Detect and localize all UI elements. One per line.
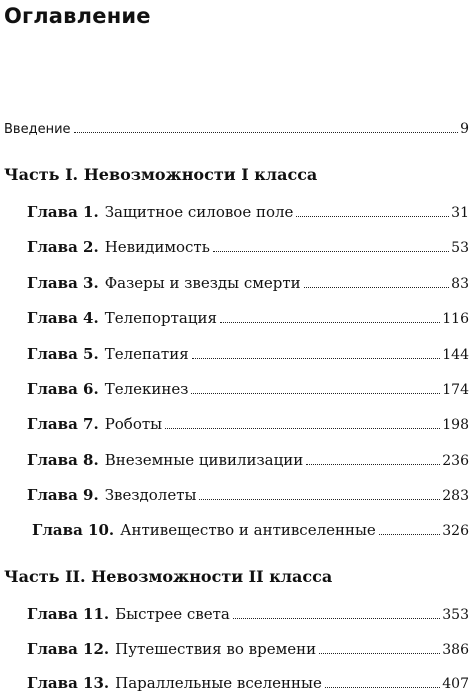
dot-leader <box>325 687 440 688</box>
chapter-label: Глава 10. <box>32 521 115 539</box>
chapter-label: Глава 8. <box>27 451 99 469</box>
chapter-label: Глава 11. <box>27 605 110 623</box>
chapter-title: Защитное силовое поле <box>104 203 294 221</box>
toc-page-number: 198 <box>442 417 469 433</box>
toc-page-number: 283 <box>442 488 469 504</box>
dot-leader <box>199 499 440 500</box>
toc-entry-chapter-8[interactable] <box>27 450 469 471</box>
toc-page-number: 353 <box>442 607 469 623</box>
toc-entry-chapter-6[interactable] <box>27 379 469 400</box>
toc-page-number: 174 <box>442 382 469 398</box>
toc-page-number: 407 <box>442 676 469 692</box>
dot-leader <box>191 393 440 394</box>
chapter-title: Внеземные цивилизации <box>104 451 304 469</box>
toc-entry-chapter-2[interactable] <box>27 237 469 258</box>
toc-entry-chapter-9[interactable] <box>27 485 469 506</box>
dot-leader <box>192 358 441 359</box>
chapter-title: Антивещество и антивселенные <box>120 521 376 539</box>
dot-leader <box>379 534 440 535</box>
toc-entry-chapter-4[interactable] <box>27 308 469 329</box>
toc-page-number: 53 <box>451 240 469 256</box>
chapter-title: Телекинез <box>104 380 189 398</box>
toc-entry-chapter-11[interactable] <box>27 604 469 625</box>
toc-entry-chapter-3[interactable] <box>27 273 469 294</box>
chapter-label: Глава 4. <box>27 309 99 327</box>
toc-page-number: 83 <box>451 276 469 292</box>
chapter-title: Звездолеты <box>104 486 197 504</box>
chapter-title: Путешествия во времени <box>115 640 317 658</box>
chapter-title: Фазеры и звезды смерти <box>104 274 301 292</box>
chapter-title: Параллельные вселенные <box>115 674 322 692</box>
toc-page-number: 144 <box>442 347 469 363</box>
chapter-title: Телепортация <box>104 309 217 327</box>
chapter-label: Глава 2. <box>27 238 99 256</box>
toc-page-number: 31 <box>451 205 469 221</box>
chapter-label: Глава 3. <box>27 274 99 292</box>
dot-leader <box>306 464 440 465</box>
toc-entry-chapter-12[interactable] <box>27 639 469 660</box>
dot-leader <box>165 428 440 429</box>
dot-leader <box>296 216 449 217</box>
dot-leader <box>304 287 449 288</box>
toc-entry-intro[interactable] <box>4 119 469 140</box>
chapter-label: Глава 7. <box>27 415 99 433</box>
toc-entry-chapter-10[interactable] <box>32 520 469 541</box>
toc-page-number: 9 <box>460 121 469 137</box>
toc-page-number: 116 <box>442 311 469 327</box>
toc-page-number: 236 <box>442 453 469 469</box>
chapter-label: Глава 6. <box>27 380 99 398</box>
page-title: Оглавление <box>4 4 151 28</box>
dot-leader <box>74 132 459 133</box>
toc-entry-chapter-5[interactable] <box>27 344 469 365</box>
toc-entry-chapter-13[interactable] <box>27 673 469 694</box>
part-heading-2[interactable]: Часть II. Невозможности II класса <box>4 567 333 586</box>
chapter-title: Роботы <box>104 415 163 433</box>
part-heading-1[interactable]: Часть I. Невозможности I класса <box>4 165 318 184</box>
dot-leader <box>319 653 440 654</box>
dot-leader <box>233 618 440 619</box>
chapter-label: Глава 9. <box>27 486 99 504</box>
chapter-title: Невидимость <box>104 238 210 256</box>
chapter-label: Глава 13. <box>27 674 110 692</box>
chapter-label: Глава 1. <box>27 203 99 221</box>
toc-page-number: 386 <box>442 642 469 658</box>
toc-entry-title: Введение <box>4 122 71 137</box>
toc-entry-chapter-7[interactable] <box>27 414 469 435</box>
toc-page-number: 326 <box>442 523 469 539</box>
chapter-title: Телепатия <box>104 345 189 363</box>
toc-entry-chapter-1[interactable] <box>27 202 469 223</box>
chapter-label: Глава 12. <box>27 640 110 658</box>
chapter-title: Быстрее света <box>115 605 230 623</box>
chapter-label: Глава 5. <box>27 345 99 363</box>
dot-leader <box>220 322 440 323</box>
dot-leader <box>213 251 449 252</box>
